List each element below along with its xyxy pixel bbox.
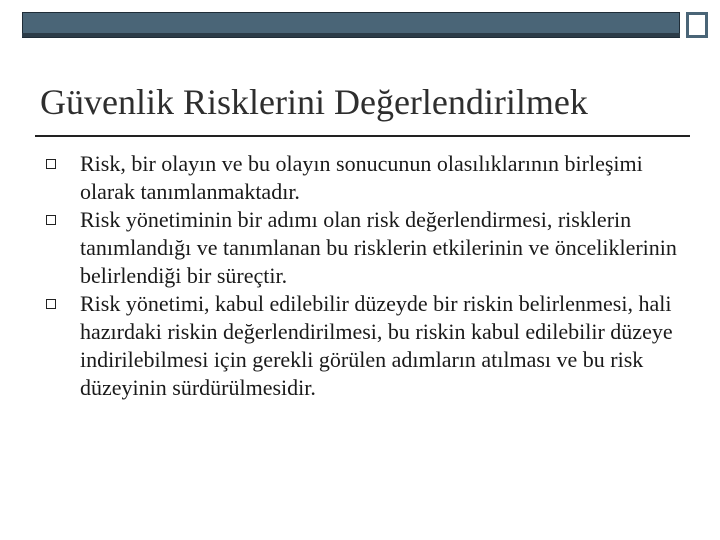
- title-divider: [35, 135, 690, 137]
- bullet-list: [46, 150, 686, 402]
- hollow-square-bullet-icon: [46, 215, 56, 225]
- bullet-text: Risk yönetiminin bir adımı olan risk değerlendirmesi, risklerin tanımlandığı ve tanımlanan bu risklerin etkilerinin ve önceliklerinin belirlendiği bir süreçtir.: [80, 207, 677, 288]
- bullet-item: [46, 290, 686, 402]
- bullet-item: [46, 206, 686, 290]
- bullet-text: Risk, bir olayın ve bu olayın sonucunun olasılıklarının birleşimi olarak tanımlanmaktadır.: [80, 151, 643, 204]
- bullet-item: [46, 150, 686, 206]
- bullet-text: Risk yönetimi, kabul edilebilir düzeyde bir riskin belirlenmesi, hali hazırdaki riskin değerlendirilmesi, bu riskin kabul edilebilir düzeye indirilebilmesi için gerekli görülen adımların atılması ve bu risk düzeyinin sürdürülmesidir.: [80, 291, 673, 400]
- header-corner-square-icon: [686, 12, 708, 38]
- hollow-square-bullet-icon: [46, 159, 56, 169]
- slide-title: Güvenlik Risklerini Değerlendirilmek: [40, 82, 588, 122]
- header-decorative-stripe: [22, 33, 680, 37]
- hollow-square-bullet-icon: [46, 299, 56, 309]
